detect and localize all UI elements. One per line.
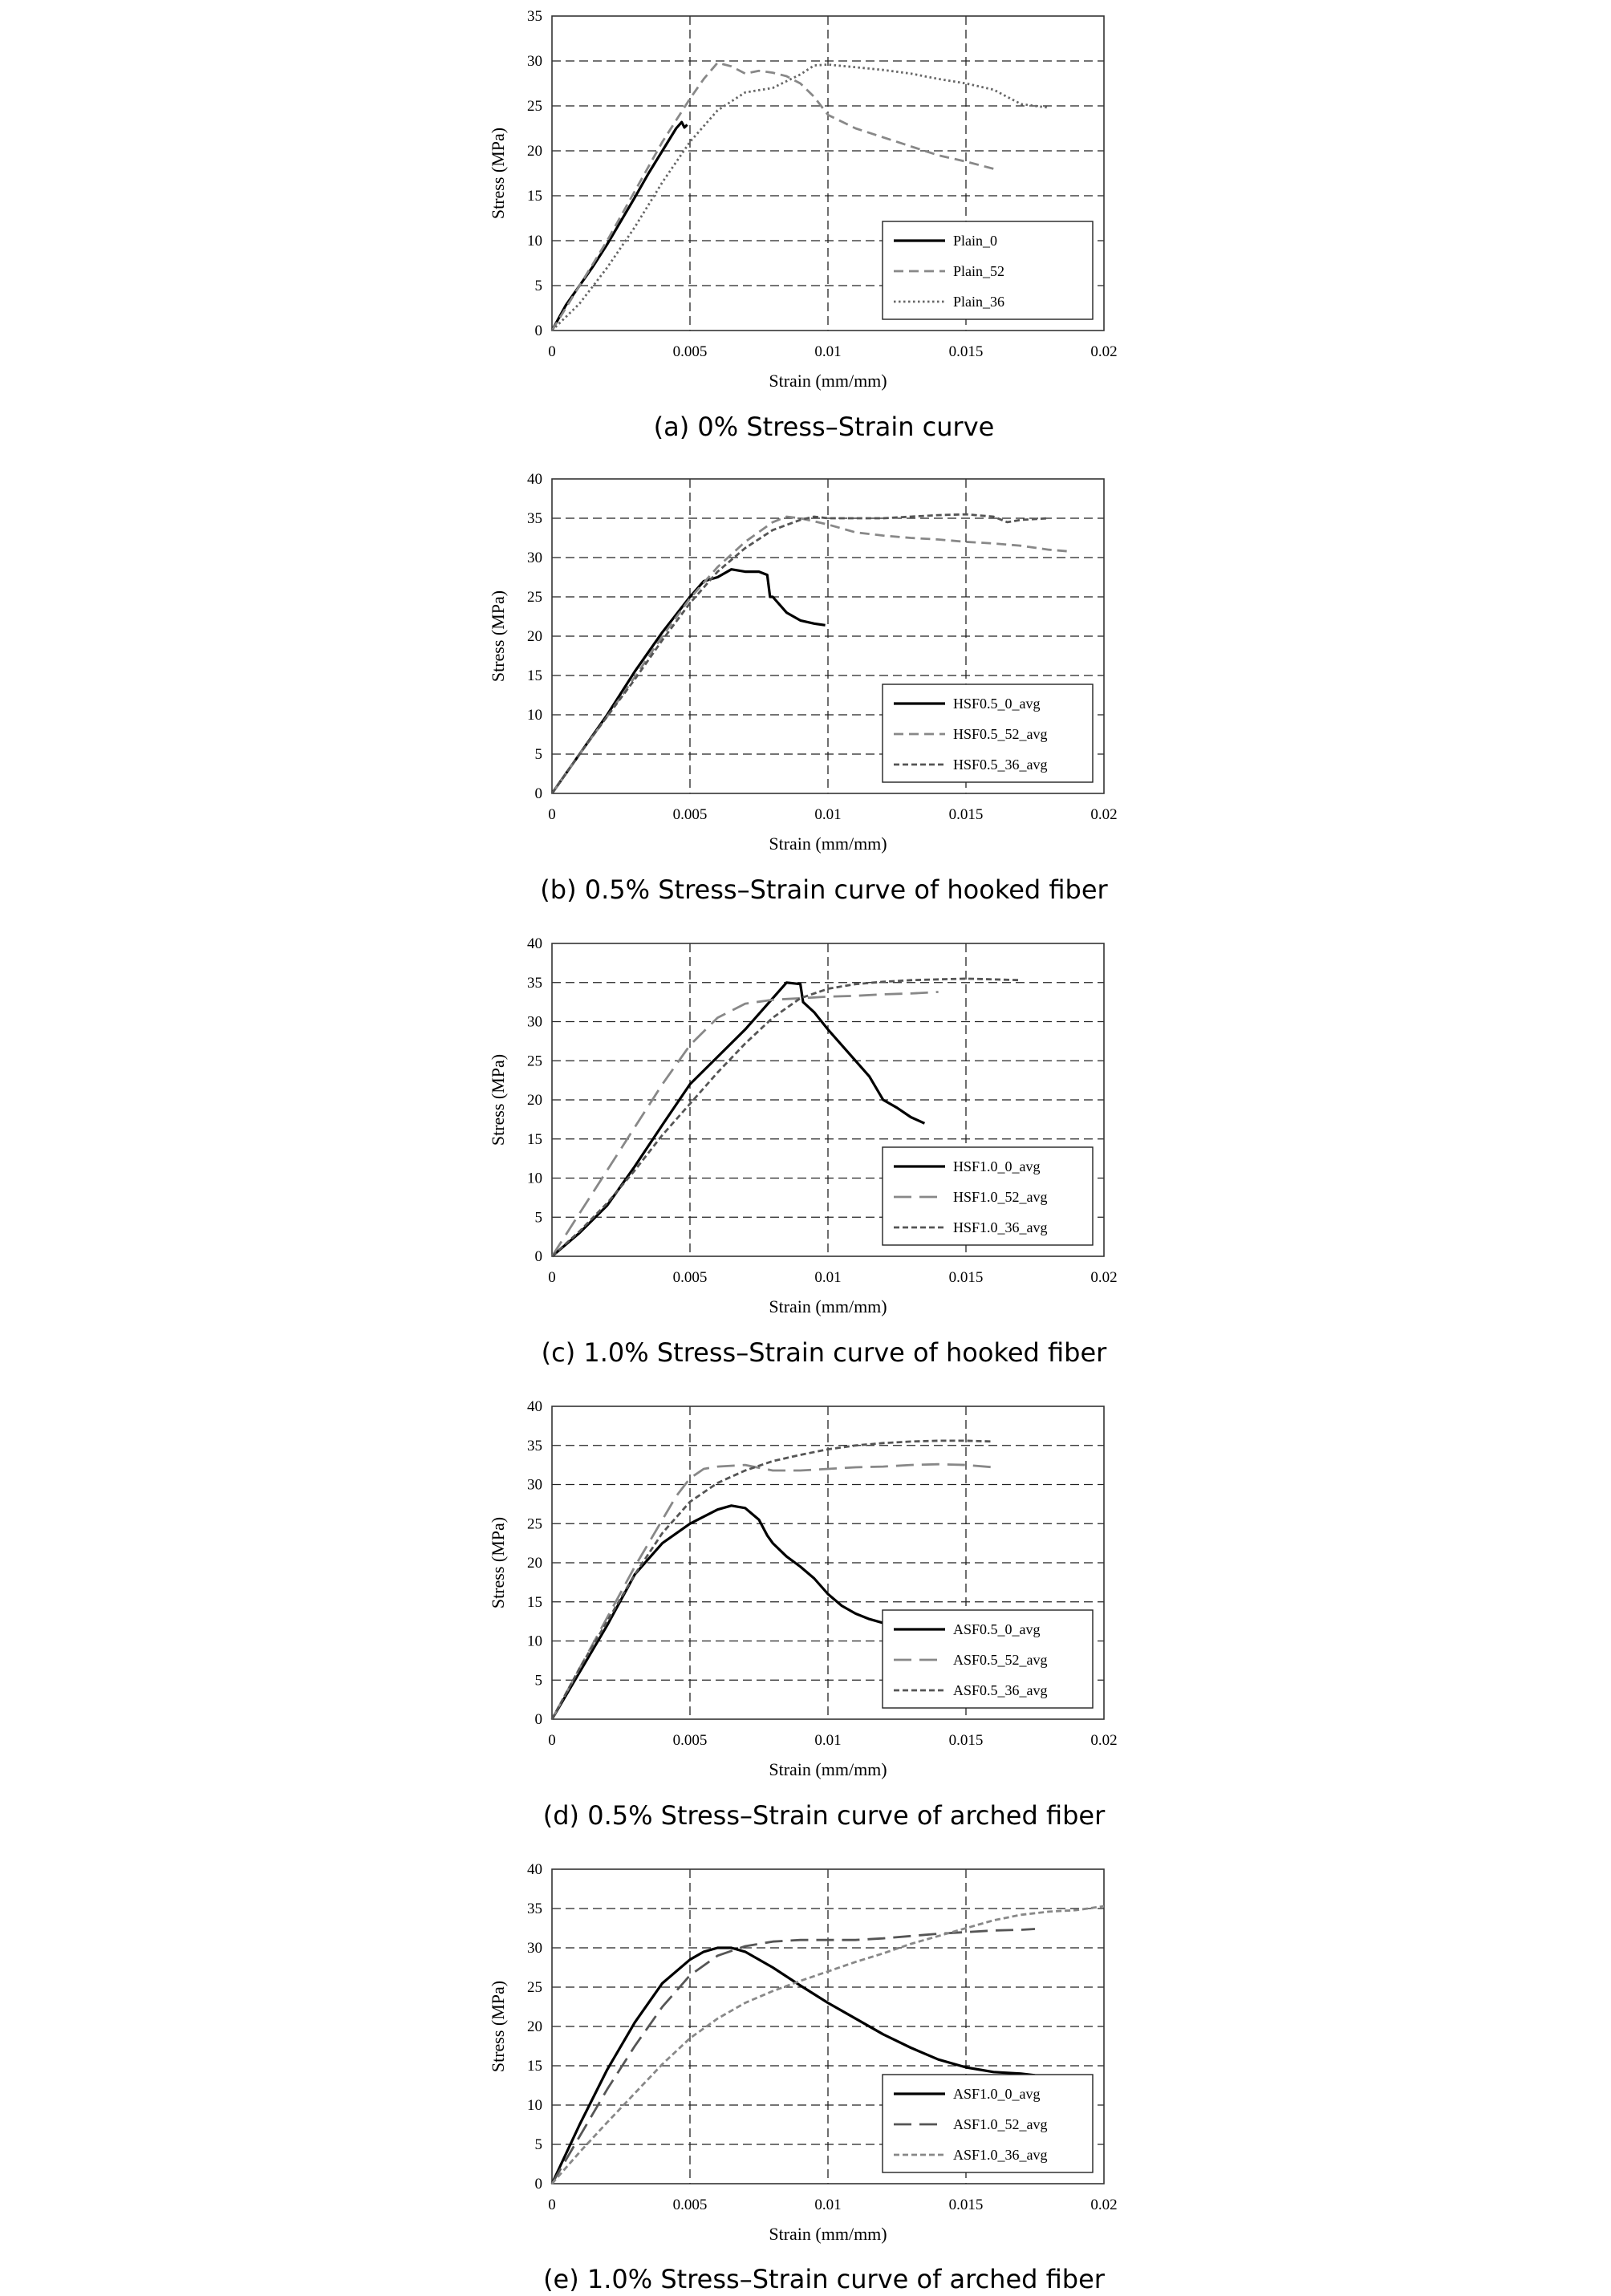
legend-label: ASF1.0_0_avg [953, 2086, 1041, 2102]
legend-label: HSF0.5_36_avg [953, 757, 1048, 773]
chart-caption: (d) 0.5% Stress–Strain curve of arched fiber [542, 1800, 1106, 1831]
y-tick-label: 20 [527, 1555, 542, 1572]
y-tick-label: 15 [527, 188, 542, 205]
legend [883, 221, 1093, 319]
legend-label: Plain_52 [953, 263, 1005, 279]
y-tick-label: 40 [527, 935, 542, 952]
x-tick-label: 0.01 [814, 1269, 842, 1286]
y-axis-title: Stress (MPa) [488, 590, 508, 683]
y-tick-label: 5 [534, 278, 542, 294]
y-axis-title: Stress (MPa) [488, 1980, 508, 2073]
y-tick-label: 20 [527, 2018, 542, 2035]
x-tick-label: 0.015 [948, 2197, 984, 2213]
y-tick-label: 0 [534, 2176, 542, 2193]
y-tick-label: 25 [527, 589, 542, 606]
y-tick-label: 20 [527, 1092, 542, 1109]
x-tick-label: 0 [548, 343, 556, 360]
y-tick-label: 30 [527, 1940, 542, 1957]
legend-label: HSF1.0_36_avg [953, 1219, 1048, 1235]
chart-panel-5 [488, 1861, 1118, 2294]
y-tick-label: 30 [527, 1476, 542, 1494]
y-tick-label: 15 [527, 667, 542, 684]
x-axis-title: Strain (mm/mm) [769, 1296, 887, 1316]
x-tick-label: 0.01 [814, 806, 842, 823]
legend-label: ASF1.0_52_avg [953, 2116, 1048, 2132]
y-tick-label: 5 [534, 746, 542, 763]
y-tick-label: 10 [527, 707, 542, 724]
y-axis-title: Stress (MPa) [488, 1516, 508, 1609]
x-tick-label: 0.02 [1090, 1732, 1118, 1749]
legend-label: Plain_0 [953, 233, 998, 249]
chart-caption: (c) 1.0% Stress–Strain curve of hooked fiber [541, 1337, 1107, 1368]
y-axis-title: Stress (MPa) [488, 1053, 508, 1146]
x-tick-label: 0.015 [948, 1269, 984, 1286]
x-tick-label: 0.005 [672, 343, 708, 360]
y-tick-label: 40 [527, 1398, 542, 1415]
x-axis-title: Strain (mm/mm) [769, 2224, 887, 2244]
x-tick-label: 0.005 [672, 806, 708, 823]
legend-label: HSF1.0_0_avg [953, 1158, 1041, 1174]
x-tick-label: 0.015 [948, 806, 984, 823]
chart-panel-3 [488, 935, 1118, 1368]
x-tick-label: 0.02 [1090, 1269, 1118, 1286]
y-tick-label: 30 [527, 550, 542, 566]
legend-label: ASF0.5_36_avg [953, 1682, 1048, 1698]
y-tick-label: 5 [534, 1209, 542, 1227]
x-tick-label: 0.005 [672, 1269, 708, 1286]
legend-label: HSF0.5_52_avg [953, 726, 1048, 742]
chart-panel-1 [488, 8, 1118, 442]
x-tick-label: 0.01 [814, 343, 842, 360]
y-tick-label: 5 [534, 2136, 542, 2153]
y-tick-label: 35 [527, 1437, 542, 1454]
x-axis-title: Strain (mm/mm) [769, 371, 887, 391]
y-tick-label: 30 [527, 53, 542, 70]
y-tick-label: 0 [534, 322, 542, 339]
x-axis-title: Strain (mm/mm) [769, 834, 887, 854]
y-tick-label: 25 [527, 1053, 542, 1070]
legend-label: HSF0.5_0_avg [953, 696, 1041, 712]
y-tick-label: 10 [527, 233, 542, 249]
y-tick-label: 20 [527, 628, 542, 645]
legend [883, 684, 1093, 782]
legend [883, 2075, 1093, 2172]
legend-label: ASF1.0_36_avg [953, 2147, 1048, 2163]
chart-caption: (a) 0% Stress–Strain curve [653, 412, 995, 442]
y-tick-label: 35 [527, 8, 542, 25]
y-tick-label: 35 [527, 510, 542, 527]
x-tick-label: 0.02 [1090, 343, 1118, 360]
y-tick-label: 10 [527, 1633, 542, 1650]
legend-label: ASF0.5_52_avg [953, 1652, 1048, 1668]
y-tick-label: 0 [534, 1248, 542, 1265]
y-tick-label: 25 [527, 98, 542, 115]
y-tick-label: 10 [527, 2097, 542, 2114]
x-tick-label: 0 [548, 1732, 556, 1749]
chart-panel-4 [488, 1398, 1118, 1831]
chart-panel-2 [488, 471, 1118, 905]
x-tick-label: 0 [548, 2197, 556, 2213]
x-tick-label: 0.01 [814, 2197, 842, 2213]
x-tick-label: 0.005 [672, 2197, 708, 2213]
y-axis-title: Stress (MPa) [488, 127, 508, 220]
y-tick-label: 15 [527, 1593, 542, 1611]
legend [883, 1610, 1093, 1708]
chart-caption: (e) 1.0% Stress–Strain curve of arched fiber [543, 2264, 1105, 2294]
y-tick-label: 0 [534, 1711, 542, 1728]
y-tick-label: 30 [527, 1013, 542, 1031]
legend-label: Plain_36 [953, 294, 1005, 310]
y-tick-label: 40 [527, 1861, 542, 1878]
y-tick-label: 10 [527, 1170, 542, 1187]
y-tick-label: 15 [527, 1130, 542, 1148]
x-axis-title: Strain (mm/mm) [769, 1759, 887, 1779]
y-tick-label: 35 [527, 974, 542, 992]
y-tick-label: 40 [527, 471, 542, 488]
y-tick-label: 0 [534, 785, 542, 802]
y-tick-label: 5 [534, 1672, 542, 1690]
y-tick-label: 25 [527, 1979, 542, 1996]
y-tick-label: 25 [527, 1515, 542, 1533]
x-tick-label: 0.01 [814, 1732, 842, 1749]
legend [883, 1147, 1093, 1245]
chart-caption: (b) 0.5% Stress–Strain curve of hooked fiber [540, 874, 1108, 905]
x-tick-label: 0 [548, 1269, 556, 1286]
legend-label: HSF1.0_52_avg [953, 1189, 1048, 1205]
legend-label: ASF0.5_0_avg [953, 1621, 1041, 1637]
y-tick-label: 15 [527, 2058, 542, 2075]
x-tick-label: 0.02 [1090, 2197, 1118, 2213]
y-tick-label: 20 [527, 143, 542, 160]
x-tick-label: 0.005 [672, 1732, 708, 1749]
y-tick-label: 35 [527, 1900, 542, 1917]
x-tick-label: 0.02 [1090, 806, 1118, 823]
x-tick-label: 0.015 [948, 343, 984, 360]
x-tick-label: 0.015 [948, 1732, 984, 1749]
x-tick-label: 0 [548, 806, 556, 823]
